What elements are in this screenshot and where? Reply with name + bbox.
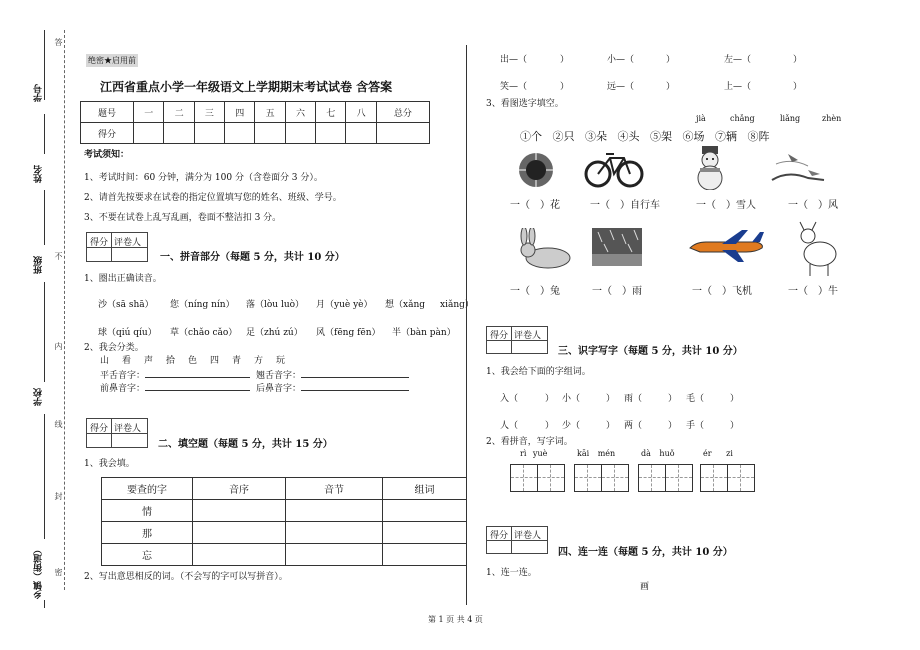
school-label: 学校 [34, 388, 44, 406]
score-cell: 三 [194, 102, 224, 123]
word-item: ） [668, 394, 678, 404]
binding-mark: 内 [54, 342, 63, 350]
snowman-image [690, 146, 730, 190]
word-item: ） [606, 394, 616, 404]
classify-char: 拾 [166, 356, 176, 366]
writing-grid-cell[interactable] [510, 464, 538, 492]
cow-image [796, 220, 840, 278]
classify-char: 青 [232, 356, 242, 366]
grader-score-label: 得分 [90, 238, 109, 248]
section2-q1: 1、我会填。 [84, 459, 135, 469]
score-cell: 得分 [81, 123, 134, 144]
score-cell: 总分 [376, 102, 429, 123]
dict-input[interactable] [286, 522, 383, 544]
word-item: ） [545, 421, 555, 431]
option: ③朵 [585, 130, 607, 143]
score-input[interactable] [316, 123, 346, 144]
sunflower-image [516, 150, 556, 190]
page-footer: 第 1 页 共 4 页 [428, 615, 483, 624]
classify-char: 看 [122, 356, 132, 366]
binding-mark: 不 [54, 252, 63, 260]
word-item: ） [545, 394, 555, 404]
binding-mark: 线 [54, 420, 63, 428]
back-nasal-label: 后鼻音字： [256, 384, 302, 394]
word-item: ） [730, 394, 740, 404]
pinyin-hint: zhèn [822, 114, 842, 123]
score-input[interactable] [194, 123, 224, 144]
dictionary-table [101, 477, 467, 566]
grader-reviewer-label: 评卷人 [114, 424, 142, 434]
pinyin-item[interactable]: 球（qiú qíu） [98, 328, 157, 338]
dict-head: 组词 [383, 478, 467, 500]
score-cell: 四 [225, 102, 255, 123]
section1-q2: 2、我会分类。 [84, 343, 144, 353]
pinyin-item[interactable]: 半（bàn pàn） [392, 328, 456, 338]
writing-grid-cell[interactable] [601, 464, 629, 492]
word-item[interactable]: 人（ [500, 421, 519, 431]
section2-title: 二、填空题（每题 5 分，共计 15 分） [158, 439, 333, 450]
classify-char: 山 [100, 356, 110, 366]
grader-score-label: 得分 [90, 424, 109, 434]
option: ⑥场 [682, 130, 705, 143]
word-item[interactable]: 两（ [624, 421, 643, 431]
classify-char: 色 [188, 356, 198, 366]
picture-blank[interactable]: 一（ ）兔 [510, 286, 560, 297]
section1-title: 一、拼音部分（每题 5 分，共计 10 分） [160, 252, 345, 263]
section4-q1: 1、连一连。 [486, 568, 537, 578]
antonym-item: ） [666, 55, 676, 65]
dict-head: 音节 [286, 478, 383, 500]
classify-char: 四 [210, 356, 220, 366]
notice-item: 1、考试时间：60 分钟，满分为 100 分（含卷面分 3 分）。 [84, 173, 323, 183]
writing-grid-cell[interactable] [665, 464, 693, 492]
pinyin-item[interactable]: 您（níng nín） [170, 300, 235, 310]
picture-blank[interactable]: 一（ ）自行车 [590, 200, 660, 211]
exam-no-label: 学号 [34, 84, 44, 102]
dict-input[interactable] [286, 544, 383, 566]
front-nasal-answer-line[interactable] [145, 390, 250, 391]
dict-char: 忘 [102, 544, 193, 566]
grader-box [86, 232, 148, 262]
writing-grid-cell[interactable] [700, 464, 728, 492]
word-item[interactable]: 毛（ [686, 394, 705, 404]
score-input[interactable] [134, 123, 164, 144]
bicycle-image [584, 148, 644, 188]
classify-char: 玩 [276, 356, 286, 366]
score-cell: 五 [255, 102, 285, 123]
grader-reviewer-label: 评卷人 [514, 331, 542, 341]
score-cell: 七 [316, 102, 346, 123]
grader-box [486, 526, 548, 554]
score-input[interactable] [285, 123, 315, 144]
pinyin-hint: liǎng [780, 114, 801, 123]
pinyin-item[interactable]: 风（fēng fēn） [316, 328, 381, 338]
picture-blank[interactable]: 一（ ）风 [788, 200, 838, 211]
antonym-item[interactable]: 笑—（ [500, 82, 528, 92]
section2-q2: 2、写出意思相反的词。（不会写的字可以写拼音）。 [84, 572, 288, 582]
pinyin-hint: jià [696, 114, 706, 123]
column-divider [466, 45, 467, 605]
notice-item: 2、请首先按要求在试卷的指定位置填写您的姓名、班级、学号。 [84, 193, 342, 203]
pinyin-item[interactable]: 足（zhú zú） [246, 328, 303, 338]
binding-mark: 密 [54, 568, 63, 576]
option: ⑤架 [650, 130, 672, 143]
picture-blank[interactable]: 一（ ）飞机 [692, 286, 752, 297]
writing-grid-cell[interactable] [574, 464, 602, 492]
score-input[interactable] [225, 123, 255, 144]
connect-char: 画 [640, 582, 650, 592]
class-label: 班级 [34, 256, 44, 274]
pinyin-item[interactable]: 想（xǎng [385, 300, 425, 310]
grader-reviewer-label: 评卷人 [114, 238, 142, 248]
dict-head: 要查的字 [102, 478, 193, 500]
dict-char: 那 [102, 522, 193, 544]
score-cell: 六 [285, 102, 315, 123]
writing-grid-cell[interactable] [727, 464, 755, 492]
antonym-item[interactable]: 小—（ [607, 55, 635, 65]
airplane-image [686, 230, 766, 264]
town-label: 乡镇（街道） [34, 545, 44, 599]
rabbit-image [516, 228, 576, 270]
binding-mark: 封 [54, 492, 63, 500]
score-cell: 题号 [81, 102, 134, 123]
pinyin-item[interactable]: 草（chǎo cǎo） [170, 328, 238, 338]
classify-char: 声 [144, 356, 154, 366]
pinyin-item[interactable]: 沙（sā shā） [98, 300, 154, 310]
binding-line [44, 414, 45, 539]
score-cell: 一 [134, 102, 164, 123]
pinyin-hint: chǎng [730, 114, 755, 123]
option: ②只 [552, 130, 575, 143]
word-item[interactable]: 入（ [500, 394, 519, 404]
score-input[interactable] [164, 123, 194, 144]
section3-title: 三、识字写字（每题 5 分，共计 10 分） [558, 346, 743, 357]
option: ⑦辆 [715, 130, 737, 143]
picture-blank[interactable]: 一（ ）雪人 [696, 200, 756, 211]
grader-score-label: 得分 [490, 531, 509, 541]
binding-dashed-line [64, 30, 65, 590]
picture-blank[interactable]: 一（ ）雨 [592, 286, 642, 297]
grader-box [486, 326, 548, 354]
antonym-item: ） [560, 55, 570, 65]
back-nasal-answer-line[interactable] [301, 390, 409, 391]
binding-line [44, 114, 45, 154]
antonym-item: ） [793, 55, 803, 65]
pinyin-item[interactable]: 落（lòu luò） [246, 300, 305, 310]
option: ①个 [520, 130, 542, 143]
score-input[interactable] [376, 123, 429, 144]
section1-q1: 1、圈出正确读音。 [84, 274, 162, 284]
notice-heading: 考试须知： [84, 150, 130, 160]
name-label: 姓名 [34, 165, 44, 183]
dict-input[interactable] [383, 522, 467, 544]
classify-char: 方 [254, 356, 264, 366]
dict-char: 情 [102, 500, 193, 522]
flat-tongue-answer-line[interactable] [145, 377, 250, 378]
pinyin-word: ér zi [703, 449, 733, 458]
antonym-item[interactable]: 左—（ [724, 55, 752, 65]
writing-grid-cell[interactable] [537, 464, 565, 492]
word-item[interactable]: 小（ [562, 394, 581, 404]
pinyin-item[interactable]: 月（yuè yè） [316, 300, 373, 310]
score-table [80, 101, 430, 144]
score-input[interactable] [255, 123, 285, 144]
section4-title: 四、连一连（每题 5 分，共计 10 分） [558, 547, 733, 558]
word-item[interactable]: 手（ [686, 421, 705, 431]
dict-input[interactable] [193, 522, 286, 544]
binding-line [44, 282, 45, 382]
word-item[interactable]: 雨（ [624, 394, 643, 404]
rain-image [592, 228, 642, 266]
word-item: ） [668, 421, 678, 431]
retroflex-answer-line[interactable] [301, 377, 409, 378]
pinyin-word: kāi mén [577, 449, 616, 458]
dict-head: 音序 [193, 478, 286, 500]
notice-item: 3、不要在试卷上乱写乱画，卷面不整洁扣 3 分。 [84, 213, 282, 223]
score-cell: 二 [164, 102, 194, 123]
secret-stamp: 绝密★启用前 [88, 56, 136, 65]
q3-label: 3、看图选字填空。 [486, 99, 564, 109]
wind-image [768, 150, 828, 188]
antonym-item: ） [666, 82, 676, 92]
pinyin-word: rì yuè [520, 449, 548, 458]
dict-input[interactable] [193, 544, 286, 566]
grader-reviewer-label: 评卷人 [514, 531, 542, 541]
dict-input[interactable] [193, 500, 286, 522]
word-item: ） [606, 421, 616, 431]
word-item[interactable]: 少（ [562, 421, 581, 431]
binding-line [44, 600, 45, 608]
antonym-item[interactable]: 上—（ [724, 82, 752, 92]
page-title: 江西省重点小学一年级语文上学期期末考试试卷 含答案 [100, 80, 393, 94]
section3-q2: 2、看拼音，写字词。 [486, 437, 573, 447]
binding-line [44, 190, 45, 245]
picture-blank[interactable]: 一（ ）牛 [788, 286, 838, 297]
option: ④头 [617, 130, 640, 143]
antonym-item: ） [793, 82, 803, 92]
antonym-item: ） [560, 82, 570, 92]
dict-input[interactable] [383, 544, 467, 566]
option: ⑧阵 [747, 130, 770, 143]
score-input[interactable] [346, 123, 376, 144]
dict-input[interactable] [383, 500, 467, 522]
picture-blank[interactable]: 一（ ）花 [510, 200, 560, 211]
front-nasal-label: 前鼻音字： [100, 384, 146, 394]
flat-tongue-label: 平舌音字： [100, 371, 146, 381]
grader-score-label: 得分 [490, 331, 509, 341]
binding-mark: 答 [54, 38, 63, 46]
pinyin-item[interactable]: xiǎng） [440, 300, 474, 310]
writing-grid-cell[interactable] [638, 464, 666, 492]
measure-word-options [520, 128, 770, 144]
score-cell: 八 [346, 102, 376, 123]
section3-q1: 1、我会给下面的字组词。 [486, 367, 591, 377]
grader-box [86, 418, 148, 448]
pinyin-word: dà huǒ [641, 449, 675, 458]
antonym-item[interactable]: 远—（ [607, 82, 635, 92]
retroflex-label: 翘舌音字： [256, 371, 302, 381]
dict-input[interactable] [286, 500, 383, 522]
antonym-item[interactable]: 出—（ [500, 55, 528, 65]
word-item: ） [730, 421, 740, 431]
